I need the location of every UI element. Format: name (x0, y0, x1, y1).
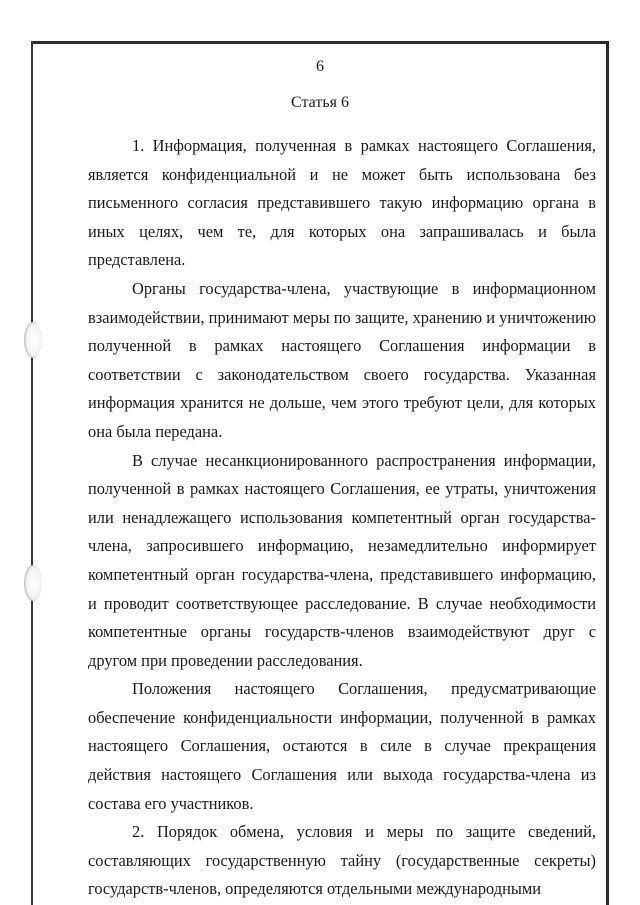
page-frame-right-border (606, 41, 609, 905)
article-title: Статья 6 (291, 94, 349, 111)
paragraph-2: Органы государства-члена, участвующие в информационном взаимодействии, принимают меры по защите, хранению и уничтожению полученной в рамках настоящего Соглашения информации в соответствии с законодательством своего государства. Указанная информация хранится не дольше, чем этого требуют цели, для которых она была передана. (88, 278, 596, 441)
punch-hole (24, 322, 42, 358)
paragraph-4: Положения настоящего Соглашения, предусматривающие обеспечение конфиденциальности информации, полученной в рамках настоящего Соглашения, остаются в силе в случае прекращения действия настоящего Соглашения или выхода государства-члена из состава его участников. (88, 679, 596, 813)
paragraph-1: 1. Информация, полученная в рамках настоящего Соглашения, является конфиденциальной и не может быть использована без письменного согласия представившего такую информацию органа в иных целях, чем те, для которых она запрашивалась и была представлена. (88, 136, 596, 270)
punch-hole (24, 565, 42, 601)
page-number: 6 (316, 58, 324, 75)
page-frame-left-border (31, 41, 33, 905)
paragraph-5: 2. Порядок обмена, условия и меры по защите сведений, составляющих государственную тайну (государственные секреты) государств-членов, определяются отдельными международными (88, 822, 596, 899)
document-body (88, 132, 596, 904)
paragraph-3: В случае несанкционированного распространения информации, полученной в рамках настоящего Соглашения, ее утраты, уничтожения или ненадлежащего использования компетентный орган государства-члена, запросившего информацию, незамедлительно информирует компетентный орган государства-члена, представившего информацию, и проводит соответствующее расследование. В случае необходимости компетентные органы государств-членов взаимодействуют друг с другом при проведении расследования. (88, 450, 596, 670)
page-frame-top-border (31, 41, 609, 44)
